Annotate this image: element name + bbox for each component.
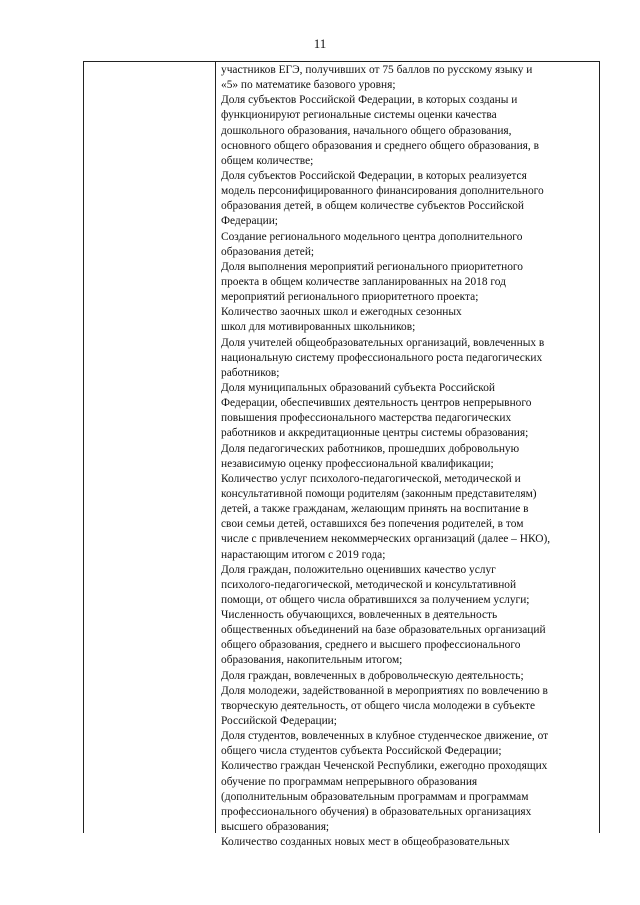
indicator-text-line: модель персонифицированного финансирования дополнительного [221, 185, 544, 198]
indicator-text-line: Федерации, обеспечивших деятельность центров непрерывного [221, 397, 532, 410]
indicator-text-line: Количество заочных школ и ежегодных сезонных [221, 306, 462, 319]
indicator-text-line: Доля граждан, положительно оценивших качество услуг [221, 563, 496, 576]
column-divider [215, 62, 216, 833]
indicator-text-line: Численность обучающихся, вовлеченных в деятельность [221, 609, 498, 622]
indicator-text-line: нарастающим итогом с 2019 года; [221, 548, 386, 561]
indicator-text-line: психолого-педагогической, методической и консультативной [221, 578, 517, 591]
indicator-text-line: мероприятий регионального приоритетного проекта; [221, 291, 479, 304]
indicator-text-line: национальную систему профессионального роста педагогических [221, 351, 543, 364]
indicators-text-cell [221, 63, 595, 850]
indicator-text-line: общем количестве; [221, 154, 314, 167]
indicator-text-line: консультативной помощи родителям (законным представителям) [221, 487, 537, 500]
indicator-text-line: повышения профессионального мастерства педагогических [221, 412, 512, 425]
indicator-text-line: обучение по программам непрерывного образования [221, 775, 478, 788]
indicator-text-line: высшего образования; [221, 821, 330, 834]
indicator-text-line: участников ЕГЭ, получивших от 75 баллов по русскому языку и [221, 64, 533, 76]
indicator-text-line: Доля субъектов Российской Федерации, в которых созданы и [221, 94, 518, 107]
indicator-text-line: проекта в общем количестве запланированных на 2018 год [221, 275, 506, 288]
indicator-text-line: образования детей, в общем количестве субъектов Российской [221, 200, 524, 213]
indicator-text-line: Количество созданных новых мест в общеобразовательных [221, 836, 510, 849]
indicator-text-line: Доля студентов, вовлеченных в клубное студенческое движение, от [221, 730, 549, 743]
indicator-text-line: Доля педагогических работников, прошедших добровольную [221, 442, 520, 455]
indicator-text-line: Доля муниципальных образований субъекта Российской [221, 381, 496, 394]
page-number: 11 [313, 36, 327, 51]
indicator-text-line: общего числа студентов субъекта Российской Федерации; [221, 745, 502, 758]
indicator-text-line: работников; [221, 366, 280, 379]
indicator-text-line: основного общего образования и среднего общего образования, в [221, 139, 539, 152]
indicator-text-line: Количество граждан Чеченской Республики, ежегодно проходящих [221, 760, 548, 773]
indicator-text-line: (дополнительным образовательным программам и программам [221, 790, 529, 803]
indicator-text-line: Создание регионального модельного центра дополнительного [221, 230, 523, 243]
indicator-text-line: образования, накопительным итогом; [221, 654, 403, 667]
indicator-text-line: свои семьи детей, оставшихся без попечения родителей, в том [221, 518, 524, 531]
indicator-text-line: числе с привлечением некоммерческих организаций (далее – НКО), [221, 533, 551, 546]
indicator-text-line: творческую деятельность, от общего числа молодежи в субъекте [221, 699, 536, 712]
indicator-text-line: школ для мотивированных школьников; [221, 321, 416, 334]
indicator-text-line: дошкольного образования, начального общего образования, [221, 124, 512, 137]
indicator-text-line: Доля выполнения мероприятий регионального приоритетного [221, 260, 523, 273]
indicators-table [83, 61, 600, 849]
indicator-text-line: Федерации; [221, 215, 278, 228]
indicator-text-line: функционируют региональные системы оценки качества [221, 109, 497, 122]
indicator-text-line: профессионального обучения) в образовательных организациях [221, 805, 532, 818]
indicator-text-line: работников и аккредитационные центры системы образования; [221, 427, 529, 440]
indicator-text-line: образования детей; [221, 245, 315, 258]
indicator-text-line: общего образования, среднего и высшего профессионального [221, 639, 521, 652]
indicator-text-line: помощи, от общего числа обратившихся за получением услуги; [221, 593, 530, 606]
indicator-text-line: Доля граждан, вовлеченных в добровольческую деятельность; [221, 669, 524, 682]
indicator-text-line: независимую оценку профессиональной квалификации; [221, 457, 494, 470]
indicator-text-line: Количество услуг психолого-педагогической, методической и [221, 472, 521, 485]
indicator-text-line: общественных объединений на базе образовательных организаций [221, 624, 546, 637]
indicator-text-line: Доля учителей общеобразовательных организаций, вовлеченных в [221, 336, 545, 349]
indicator-text-line: Российской Федерации; [221, 715, 337, 728]
indicator-text-line: Доля молодежи, задействованной в мероприятиях по вовлечению в [221, 684, 548, 697]
indicator-text-line: детей, а также гражданам, желающим принять на воспитание в [221, 503, 529, 516]
indicator-text-line: «5» по математике базового уровня; [221, 79, 396, 92]
indicator-text-line: Доля субъектов Российской Федерации, в которых реализуется [221, 169, 527, 182]
